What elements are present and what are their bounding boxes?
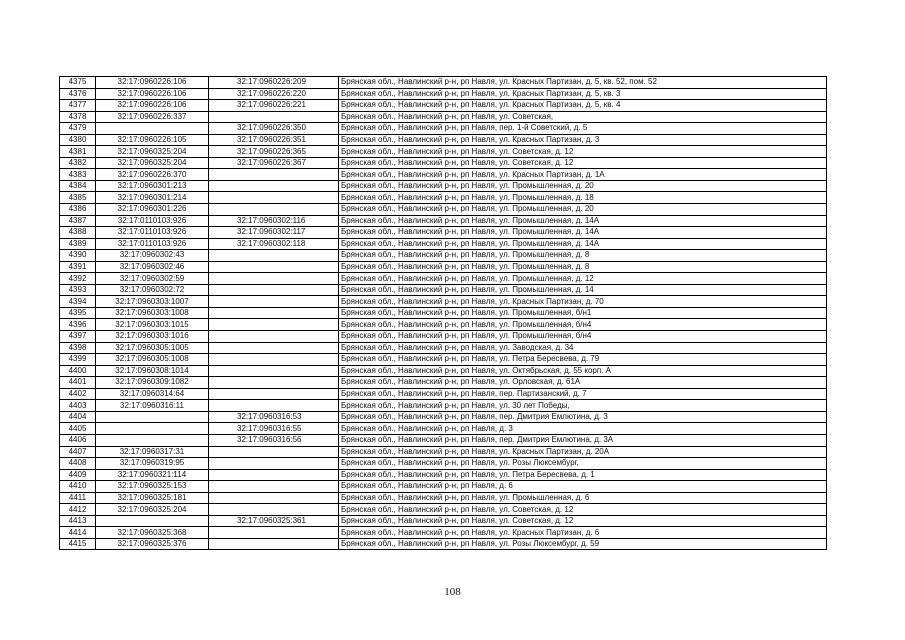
address-cell: Брянская обл., Навлинский р-н, рп Навля, ул. Советская, д. 12: [339, 515, 827, 527]
address-cell: Брянская обл., Навлинский р-н, рп Навля, ул. 30 лет Победы,: [339, 400, 827, 412]
table-row: [60, 342, 827, 354]
address-cell: Брянская обл., Навлинский р-н, рп Навля, ул. Орловская, д. 61А: [339, 377, 827, 389]
parcel-cadastral-number-cell: 32:17:0960314:64: [96, 388, 209, 400]
parcel-cadastral-number-cell: 32:17:0960325:376: [96, 538, 209, 550]
object-cadastral-number-cell: [209, 204, 339, 216]
parcel-cadastral-number-cell: 32:17:0960325:204: [96, 157, 209, 169]
row-number-cell: 4415: [60, 538, 96, 550]
object-cadastral-number-cell: [209, 284, 339, 296]
table-row: [60, 331, 827, 343]
parcel-cadastral-number-cell: 32:17:0110103:926: [96, 238, 209, 250]
table-row: [60, 123, 827, 135]
parcel-cadastral-number-cell: 32:17:0960226:106: [96, 77, 209, 89]
object-cadastral-number-cell: 32:17:0960302:117: [209, 227, 339, 239]
table-row: [60, 296, 827, 308]
address-cell: Брянская обл., Навлинский р-н, рп Навля, ул. Советская, д. 12: [339, 146, 827, 158]
object-cadastral-number-cell: 32:17:0960226:221: [209, 100, 339, 112]
table-row: [60, 365, 827, 377]
parcel-cadastral-number-cell: 32:17:0960301:226: [96, 204, 209, 216]
table-row: [60, 377, 827, 389]
row-number-cell: 4403: [60, 400, 96, 412]
address-cell: Брянская обл., Навлинский р-н, рп Навля, ул. Промышленная, д. 18: [339, 192, 827, 204]
parcel-cadastral-number-cell: 32:17:0110103:926: [96, 215, 209, 227]
address-cell: Брянская обл., Навлинский р-н, рп Навля, ул. Промышленная, д. 14А: [339, 238, 827, 250]
address-cell: Брянская обл., Навлинский р-н, рп Навля, ул. Промышленная, д. 14: [339, 284, 827, 296]
table-row: [60, 215, 827, 227]
parcel-cadastral-number-cell: 32:17:0960226:106: [96, 88, 209, 100]
row-number-cell: 4391: [60, 261, 96, 273]
row-number-cell: 4400: [60, 365, 96, 377]
parcel-cadastral-number-cell: [96, 123, 209, 135]
parcel-cadastral-number-cell: 32:17:0960305:1008: [96, 354, 209, 366]
table-row: [60, 527, 827, 539]
address-cell: Брянская обл., Навлинский р-н, рп Навля, ул. Красных Партизан, д. 70: [339, 296, 827, 308]
address-cell: Брянская обл., Навлинский р-н, рп Навля, пер. Дмитрия Емлютина, д. 3А: [339, 434, 827, 446]
row-number-cell: 4399: [60, 354, 96, 366]
parcel-cadastral-number-cell: 32:17:0960325:181: [96, 492, 209, 504]
row-number-cell: 4377: [60, 100, 96, 112]
table-row: [60, 88, 827, 100]
parcel-cadastral-number-cell: 32:17:0960309:1082: [96, 377, 209, 389]
object-cadastral-number-cell: [209, 492, 339, 504]
table-row: [60, 538, 827, 550]
object-cadastral-number-cell: [209, 331, 339, 343]
row-number-cell: 4380: [60, 134, 96, 146]
object-cadastral-number-cell: 32:17:0960226:365: [209, 146, 339, 158]
parcel-cadastral-number-cell: 32:17:0960325:368: [96, 527, 209, 539]
address-cell: Брянская обл., Навлинский р-н, рп Навля, д. 3: [339, 423, 827, 435]
object-cadastral-number-cell: 32:17:0960226:220: [209, 88, 339, 100]
row-number-cell: 4404: [60, 411, 96, 423]
table-row: [60, 481, 827, 493]
table-row: [60, 284, 827, 296]
parcel-cadastral-number-cell: 32:17:0960301:213: [96, 180, 209, 192]
row-number-cell: 4387: [60, 215, 96, 227]
address-cell: Брянская обл., Навлинский р-н, рп Навля, пер. Партизанский, д. 7: [339, 388, 827, 400]
parcel-cadastral-number-cell: 32:17:0960302:43: [96, 250, 209, 262]
address-cell: Брянская обл., Навлинский р-н, рп Навля, ул. Промышленная, д. 8: [339, 250, 827, 262]
object-cadastral-number-cell: [209, 377, 339, 389]
table-row: [60, 77, 827, 89]
object-cadastral-number-cell: 32:17:0960316:56: [209, 434, 339, 446]
row-number-cell: 4394: [60, 296, 96, 308]
object-cadastral-number-cell: 32:17:0960325:361: [209, 515, 339, 527]
object-cadastral-number-cell: [209, 261, 339, 273]
row-number-cell: 4382: [60, 157, 96, 169]
row-number-cell: 4402: [60, 388, 96, 400]
table-row: [60, 111, 827, 123]
parcel-cadastral-number-cell: [96, 423, 209, 435]
row-number-cell: 4383: [60, 169, 96, 181]
row-number-cell: 4376: [60, 88, 96, 100]
address-cell: Брянская обл., Навлинский р-н, рп Навля, ул. Промышленная, б/н4: [339, 319, 827, 331]
table-row: [60, 423, 827, 435]
address-cell: Брянская обл., Навлинский р-н, рп Навля, ул. Красных Партизан, д. 5, кв. 52, пом. 52: [339, 77, 827, 89]
table-row: [60, 307, 827, 319]
address-cell: Брянская обл., Навлинский р-н, рп Навля, ул. Промышленная, д. 14А: [339, 227, 827, 239]
parcel-cadastral-number-cell: [96, 411, 209, 423]
object-cadastral-number-cell: [209, 319, 339, 331]
parcel-cadastral-number-cell: 32:17:0960302:46: [96, 261, 209, 273]
table-row: [60, 492, 827, 504]
table-row: [60, 446, 827, 458]
address-cell: Брянская обл., Навлинский р-н, рп Навля, ул. Советская, д. 12: [339, 504, 827, 516]
table-row: [60, 227, 827, 239]
row-number-cell: 4412: [60, 504, 96, 516]
address-cell: Брянская обл., Навлинский р-н, рп Навля, ул. Промышленная, д. 20: [339, 180, 827, 192]
object-cadastral-number-cell: [209, 504, 339, 516]
row-number-cell: 4408: [60, 458, 96, 470]
parcel-cadastral-number-cell: 32:17:0960303:1007: [96, 296, 209, 308]
address-cell: Брянская обл., Навлинский р-н, рп Навля, ул. Промышленная, б/н1: [339, 307, 827, 319]
row-number-cell: 4410: [60, 481, 96, 493]
object-cadastral-number-cell: 32:17:0960302:116: [209, 215, 339, 227]
parcel-cadastral-number-cell: 32:17:0960303:1008: [96, 307, 209, 319]
object-cadastral-number-cell: [209, 296, 339, 308]
parcel-cadastral-number-cell: [96, 434, 209, 446]
parcel-cadastral-number-cell: [96, 515, 209, 527]
row-number-cell: 4407: [60, 446, 96, 458]
table-row: [60, 157, 827, 169]
address-cell: Брянская обл., Навлинский р-н, рп Навля, ул. Красных Партизан, д. 3: [339, 134, 827, 146]
parcel-cadastral-number-cell: 32:17:0960317:31: [96, 446, 209, 458]
parcel-cadastral-number-cell: 32:17:0960303:1016: [96, 331, 209, 343]
table-row: [60, 100, 827, 112]
address-cell: Брянская обл., Навлинский р-н, рп Навля, д. 6: [339, 481, 827, 493]
row-number-cell: 4395: [60, 307, 96, 319]
table-row: [60, 250, 827, 262]
row-number-cell: 4398: [60, 342, 96, 354]
object-cadastral-number-cell: [209, 180, 339, 192]
address-cell: Брянская обл., Навлинский р-н, рп Навля, ул. Промышленная, д. 8: [339, 261, 827, 273]
parcel-cadastral-number-cell: 32:17:0960325:204: [96, 146, 209, 158]
table-row: [60, 458, 827, 470]
object-cadastral-number-cell: [209, 538, 339, 550]
row-number-cell: 4379: [60, 123, 96, 135]
table-row: [60, 388, 827, 400]
parcel-cadastral-number-cell: 32:17:0960319:95: [96, 458, 209, 470]
parcel-cadastral-number-cell: 32:17:0960302:59: [96, 273, 209, 285]
parcel-cadastral-number-cell: 32:17:0960226:106: [96, 100, 209, 112]
row-number-cell: 4397: [60, 331, 96, 343]
row-number-cell: 4392: [60, 273, 96, 285]
object-cadastral-number-cell: [209, 365, 339, 377]
object-cadastral-number-cell: [209, 169, 339, 181]
table-row: [60, 469, 827, 481]
parcel-cadastral-number-cell: 32:17:0960226:337: [96, 111, 209, 123]
parcel-cadastral-number-cell: 32:17:0110103:926: [96, 227, 209, 239]
address-cell: Брянская обл., Навлинский р-н, рп Навля, ул. Красных Партизан, д. 6: [339, 527, 827, 539]
parcel-cadastral-number-cell: 32:17:0960226:370: [96, 169, 209, 181]
object-cadastral-number-cell: [209, 400, 339, 412]
registry-table: [59, 76, 827, 550]
address-cell: Брянская обл., Навлинский р-н, рп Навля, пер. 1-й Советский, д. 5: [339, 123, 827, 135]
row-number-cell: 4413: [60, 515, 96, 527]
row-number-cell: 4378: [60, 111, 96, 123]
object-cadastral-number-cell: 32:17:0960226:351: [209, 134, 339, 146]
address-cell: Брянская обл., Навлинский р-н, рп Навля, ул. Красных Партизан, д. 5, кв. 4: [339, 100, 827, 112]
table-row: [60, 515, 827, 527]
address-cell: Брянская обл., Навлинский р-н, рп Навля, ул. Красных Партизан, д. 1А: [339, 169, 827, 181]
row-number-cell: 4375: [60, 77, 96, 89]
parcel-cadastral-number-cell: 32:17:0960325:153: [96, 481, 209, 493]
row-number-cell: 4386: [60, 204, 96, 216]
object-cadastral-number-cell: [209, 250, 339, 262]
address-cell: Брянская обл., Навлинский р-н, рп Навля, пер. Дмитрия Емлютина, д. 3: [339, 411, 827, 423]
address-cell: Брянская обл., Навлинский р-н, рп Навля, ул. Промышленная, д. 14А: [339, 215, 827, 227]
address-cell: Брянская обл., Навлинский р-н, рп Навля, ул. Промышленная, д. 6: [339, 492, 827, 504]
row-number-cell: 4414: [60, 527, 96, 539]
object-cadastral-number-cell: [209, 354, 339, 366]
address-cell: Брянская обл., Навлинский р-н, рп Навля, ул. Красных Партизан, д. 20А: [339, 446, 827, 458]
address-cell: Брянская обл., Навлинский р-н, рп Навля, ул. Советская,: [339, 111, 827, 123]
row-number-cell: 4389: [60, 238, 96, 250]
object-cadastral-number-cell: [209, 446, 339, 458]
row-number-cell: 4385: [60, 192, 96, 204]
object-cadastral-number-cell: [209, 273, 339, 285]
page-number: 108: [444, 586, 461, 598]
table-row: [60, 400, 827, 412]
parcel-cadastral-number-cell: 32:17:0960321:114: [96, 469, 209, 481]
address-cell: Брянская обл., Навлинский р-н, рп Навля, ул. Октябрьская, д. 55 корп. А: [339, 365, 827, 377]
object-cadastral-number-cell: [209, 388, 339, 400]
address-cell: Брянская обл., Навлинский р-н, рп Навля, ул. Розы Люксембург,: [339, 458, 827, 470]
address-cell: Брянская обл., Навлинский р-н, рп Навля, ул. Розы Люксембург, д. 59: [339, 538, 827, 550]
parcel-cadastral-number-cell: 32:17:0960325:204: [96, 504, 209, 516]
row-number-cell: 4409: [60, 469, 96, 481]
registry-table-body: [60, 77, 827, 550]
address-cell: Брянская обл., Навлинский р-н, рп Навля, ул. Красных Партизан, д. 5, кв. 3: [339, 88, 827, 100]
object-cadastral-number-cell: 32:17:0960226:367: [209, 157, 339, 169]
row-number-cell: 4406: [60, 434, 96, 446]
object-cadastral-number-cell: [209, 192, 339, 204]
row-number-cell: 4396: [60, 319, 96, 331]
address-cell: Брянская обл., Навлинский р-н, рп Навля, ул. Промышленная, б/н4: [339, 331, 827, 343]
row-number-cell: 4390: [60, 250, 96, 262]
row-number-cell: 4401: [60, 377, 96, 389]
row-number-cell: 4405: [60, 423, 96, 435]
table-row: [60, 146, 827, 158]
table-row: [60, 204, 827, 216]
parcel-cadastral-number-cell: 32:17:0960308:1014: [96, 365, 209, 377]
object-cadastral-number-cell: 32:17:0960316:53: [209, 411, 339, 423]
row-number-cell: 4388: [60, 227, 96, 239]
parcel-cadastral-number-cell: 32:17:0960302:72: [96, 284, 209, 296]
parcel-cadastral-number-cell: 32:17:0960226:105: [96, 134, 209, 146]
object-cadastral-number-cell: [209, 342, 339, 354]
row-number-cell: 4384: [60, 180, 96, 192]
object-cadastral-number-cell: 32:17:0960226:209: [209, 77, 339, 89]
object-cadastral-number-cell: [209, 481, 339, 493]
object-cadastral-number-cell: [209, 458, 339, 470]
table-row: [60, 434, 827, 446]
table-row: [60, 134, 827, 146]
object-cadastral-number-cell: 32:17:0960316:55: [209, 423, 339, 435]
table-row: [60, 319, 827, 331]
parcel-cadastral-number-cell: 32:17:0960301:214: [96, 192, 209, 204]
object-cadastral-number-cell: [209, 307, 339, 319]
address-cell: Брянская обл., Навлинский р-н, рп Навля, ул. Промышленная, д. 20: [339, 204, 827, 216]
table-row: [60, 411, 827, 423]
table-row: [60, 261, 827, 273]
parcel-cadastral-number-cell: 32:17:0960316:11: [96, 400, 209, 412]
object-cadastral-number-cell: [209, 527, 339, 539]
table-row: [60, 238, 827, 250]
address-cell: Брянская обл., Навлинский р-н, рп Навля, ул. Заводская, д. 34: [339, 342, 827, 354]
parcel-cadastral-number-cell: 32:17:0960303:1015: [96, 319, 209, 331]
table-row: [60, 180, 827, 192]
parcel-cadastral-number-cell: 32:17:0960305:1005: [96, 342, 209, 354]
table-row: [60, 504, 827, 516]
address-cell: Брянская обл., Навлинский р-н, рп Навля, ул. Петра Бересвева, д. 79: [339, 354, 827, 366]
address-cell: Брянская обл., Навлинский р-н, рп Навля, ул. Промышленная, д. 12: [339, 273, 827, 285]
address-cell: Брянская обл., Навлинский р-н, рп Навля, ул. Советская, д. 12: [339, 157, 827, 169]
row-number-cell: 4393: [60, 284, 96, 296]
object-cadastral-number-cell: [209, 469, 339, 481]
table-row: [60, 354, 827, 366]
table-row: [60, 192, 827, 204]
row-number-cell: 4411: [60, 492, 96, 504]
table-row: [60, 169, 827, 181]
row-number-cell: 4381: [60, 146, 96, 158]
address-cell: Брянская обл., Навлинский р-н, рп Навля, ул. Петра Бересвева, д. 1: [339, 469, 827, 481]
object-cadastral-number-cell: 32:17:0960226:350: [209, 123, 339, 135]
object-cadastral-number-cell: [209, 111, 339, 123]
object-cadastral-number-cell: 32:17:0960302:118: [209, 238, 339, 250]
table-row: [60, 273, 827, 285]
